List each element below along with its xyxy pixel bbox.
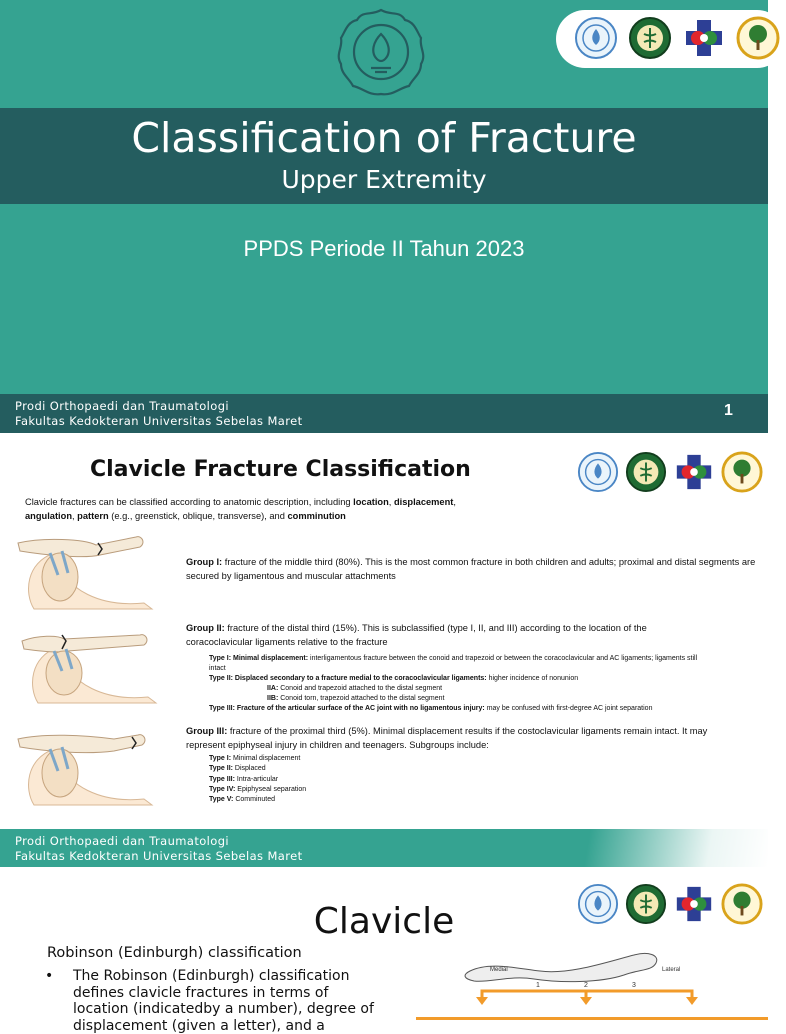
group3-subtypes [209,754,409,805]
shoulder-illustration-group2 [18,627,156,703]
classification-heading: Robinson (Edinburgh) classification [47,945,302,961]
footer-fade [468,829,768,867]
subtype-label: Type II: [209,765,233,773]
bullet-text: The Robinson (Edinburgh) classification defines clavicle fractures in terms of location (indicatedby a number), degree of displacement (given a letter), and a [73,968,374,1034]
university-logo-icon [577,883,619,925]
footer-line-faculty: Fakultas Kedokteran Universitas Sebelas Maret [15,414,303,428]
university-logo-icon [577,451,619,493]
label-medial: Medial [490,967,508,973]
partner-logos [574,16,780,60]
label-region-3: 3 [632,982,636,989]
hospital-tree-logo-icon [721,883,763,925]
intro-keyword: location [353,497,389,507]
hospital-tree-logo-icon [721,451,763,493]
shoulder-illustration-group1 [14,533,152,609]
group2-type3 [209,704,749,714]
partner-logos [577,883,763,925]
group1-description [186,555,756,583]
subtype-item [209,795,409,805]
label-region-2: 2 [584,982,588,989]
clavicle-robinson-slide [0,867,768,1034]
subtype-label: Type II: Displaced secondary to a fracture medial to the coracoclavicular ligaments: [209,675,487,682]
subtype-label: Type I: [209,755,232,762]
partner-logos [577,451,763,493]
presentation-title: Classification of Fracture [131,114,637,162]
hospital-cross-logo-icon [673,883,715,925]
subtype-item [209,785,409,795]
faculty-logo-icon [625,451,667,493]
group3-description [186,724,712,752]
footer-line-program: Prodi Orthopaedi dan Traumatologi [15,399,229,413]
bullet-dot: • [45,968,54,984]
shoulder-illustration-group3 [14,729,152,805]
group3-label: Group III: [186,726,228,736]
intro-text: , [388,497,394,507]
presentation-subtitle: Upper Extremity [281,165,487,194]
hospital-cross-logo-icon [682,16,726,60]
subtype-item [209,754,409,764]
intro-paragraph [25,495,525,523]
label-lateral: Lateral [662,967,681,973]
subtype-label: Type I: Minimal displacement: [209,655,309,662]
intro-text: , [453,497,456,507]
intro-keyword: comminution [287,511,346,521]
subtype-text: Minimal displacement [231,755,301,762]
label-region-1: 1 [536,982,540,989]
arrow-down-icon [580,997,592,1005]
footer-line-faculty: Fakultas Kedokteran Universitas Sebelas Maret [15,849,303,863]
university-logo-icon [574,16,618,60]
subtype-label: IIB: [267,695,279,702]
subtype-item [209,775,409,785]
subtype-item [209,764,409,774]
intro-text: , [72,511,78,521]
group3-text: fracture of the proximal third (5%). Minimal displacement results if the costoclavicular ligaments remain intact. It may represent epiphyseal injury in children and teenagers. Subgroups include: [186,726,708,750]
hospital-cross-logo-icon [673,451,715,493]
slide-title: Clavicle Fracture Classification [90,457,471,482]
subtype-text: Comminuted [233,796,276,804]
subtype-text: Epiphyseal separation [235,785,307,793]
intro-keyword: angulation [25,511,72,521]
group2-type1 [209,654,709,675]
robinson-clavicle-diagram [410,947,768,1024]
program-period: PPDS Periode II Tahun 2023 [243,236,525,261]
orange-rule [416,1017,768,1020]
subtype-label: Type IV: [209,785,236,793]
group2-description [186,621,698,649]
subtype-text: higher incidence of nonunion [486,675,579,682]
intro-text: (e.g., greenstick, oblique, transverse), and [108,511,288,521]
footer-text [15,834,303,864]
title-slide [0,0,768,433]
faculty-logo-icon [625,883,667,925]
subtype-text: Displaced [232,765,266,773]
footer-text [15,399,303,429]
subtype-text: may be confused with first-degree AC joint separation [484,705,653,712]
group2-type2b [267,694,687,704]
intro-keyword: pattern [77,511,109,521]
arrow-down-icon [476,997,488,1005]
subtype-text: Intra-articular [234,775,279,783]
subtype-text: Conoid and trapezoid attached to the distal segment [278,685,443,692]
intro-keyword: displacement [393,497,454,507]
subtype-text: Conoid torn, trapezoid attached to the distal segment [278,695,445,702]
slide-title: Clavicle [313,901,455,942]
group2-text: fracture of the distal third (15%). This is subclassified (type I, II, and III) according to the location of the coracoclavicular ligaments relative to the fracture [186,623,647,647]
footer-line-program: Prodi Orthopaedi dan Traumatologi [15,834,229,848]
subtype-label: Type V: [209,796,234,804]
group1-text: fracture of the middle third (80%). This is the most common fracture in both children and adults; proximal and distal segments are secured by ligamentous and muscular attachments [186,557,756,581]
group2-label: Group II: [186,623,225,633]
group1-label: Group I: [186,557,223,567]
subtype-text: interligamentous fracture between the conoid and trapezoid or between the coracoclavicular and AC ligaments; ligaments still intact [209,655,698,673]
page-number: 1 [724,402,733,419]
clavicle-classification-slide [0,433,768,867]
group2-type2a [267,684,687,694]
subtype-label: IIA: [267,685,279,692]
university-seal-icon [333,4,429,100]
faculty-logo-icon [628,16,672,60]
subtype-label: Type III: Fracture of the articular surface of the AC joint with no ligamentous injury: [209,705,485,712]
subtype-label: Type III: [209,775,235,783]
group2-type2 [209,674,729,684]
arrow-down-icon [686,997,698,1005]
intro-text: Clavicle fractures can be classified according to anatomic description, including [25,497,354,507]
hospital-tree-logo-icon [736,16,780,60]
